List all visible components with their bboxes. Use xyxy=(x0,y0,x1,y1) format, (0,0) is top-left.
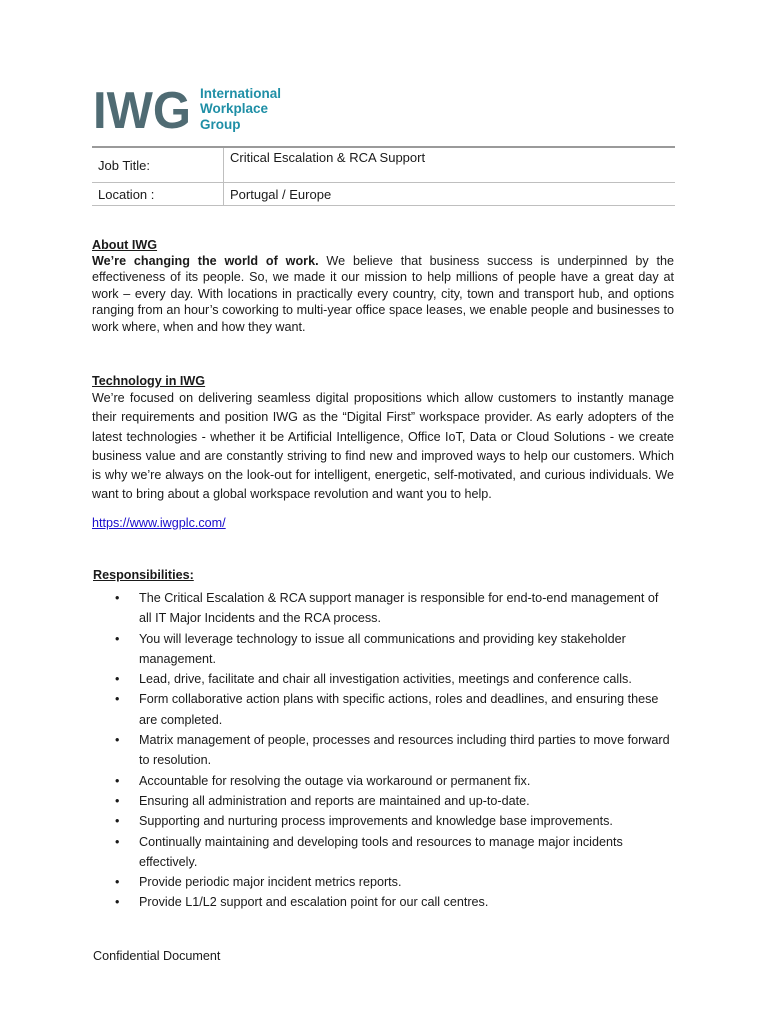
location-value: Portugal / Europe xyxy=(224,183,676,206)
responsibility-text: Continually maintaining and developing tools and resources to manage major incidents effectively. xyxy=(139,834,623,869)
bullet-icon: • xyxy=(115,895,120,910)
about-paragraph xyxy=(92,253,674,335)
bullet-icon: • xyxy=(115,591,120,605)
responsibility-text: Form collaborative action plans with specific actions, roles and deadlines, and ensuring these are completed. xyxy=(139,692,659,727)
bullet-icon: • xyxy=(115,773,120,788)
responsibility-text: You will leverage technology to issue all communications and providing key stakeholder management. xyxy=(139,631,626,666)
confidential-footer: Confidential Document xyxy=(93,949,221,963)
about-section xyxy=(92,237,674,335)
bullet-icon: • xyxy=(115,733,120,748)
bullet-icon: • xyxy=(115,672,120,687)
bullet-icon: • xyxy=(115,875,120,890)
about-lead: We’re changing the world of work. xyxy=(92,254,319,268)
logo-line: Group xyxy=(200,116,241,132)
responsibilities-list xyxy=(110,588,670,913)
company-logo xyxy=(93,86,281,132)
job-title-row xyxy=(92,147,675,183)
responsibility-text: Provide L1/L2 support and escalation point for our call centres. xyxy=(139,895,489,910)
company-website-link[interactable]: https://www.iwgplc.com/ xyxy=(92,516,226,530)
about-heading: About IWG xyxy=(92,238,158,252)
logo-line: International xyxy=(200,85,282,101)
list-item xyxy=(110,588,670,629)
about-body: We believe that business success is underpinned by the effectiveness of its people. So, we made it our mission to help millions of people have a great day at work – every day. With locations in practically every country, city, town and transport hub, and options ranging from an hour’s coworking to multi-year office space leases, we enable people and businesses to work where, when and how they want. xyxy=(92,254,674,334)
bullet-icon: • xyxy=(115,692,120,707)
list-item xyxy=(110,730,670,771)
logo-line: Workplace xyxy=(200,101,269,117)
responsibility-text: Matrix management of people, processes and resources including third parties to move forward to resolution. xyxy=(139,733,670,768)
svg-text:IWG: IWG xyxy=(93,86,191,132)
iwg-logo-mark-icon xyxy=(93,86,191,132)
list-item xyxy=(110,811,670,831)
job-title-label: Job Title: xyxy=(92,147,224,183)
job-info-table xyxy=(92,146,675,206)
list-item xyxy=(110,629,670,670)
bullet-icon: • xyxy=(115,834,120,849)
responsibilities-heading: Responsibilities: xyxy=(93,568,194,582)
responsibility-text: Ensuring all administration and reports are maintained and up-to-date. xyxy=(139,793,530,808)
responsibility-text: Accountable for resolving the outage via workaround or permanent fix. xyxy=(139,773,531,788)
list-item xyxy=(110,832,670,873)
bullet-icon: • xyxy=(115,793,120,808)
job-title-value: Critical Escalation & RCA Support xyxy=(224,147,676,183)
technology-heading: Technology in IWG xyxy=(92,374,206,388)
list-item xyxy=(110,669,670,689)
responsibility-text: Lead, drive, facilitate and chair all investigation activities, meetings and conference calls. xyxy=(139,672,632,687)
bullet-icon: • xyxy=(115,814,120,829)
location-label: Location : xyxy=(92,183,224,206)
list-item xyxy=(110,771,670,791)
responsibility-text: Provide periodic major incident metrics reports. xyxy=(139,875,402,890)
list-item xyxy=(110,892,670,912)
bullet-icon: • xyxy=(115,631,120,646)
responsibility-text: The Critical Escalation & RCA support manager is responsible for end-to-end management of all IT Major Incidents and the RCA process. xyxy=(139,591,659,626)
technology-section xyxy=(92,373,674,505)
responsibility-text: Supporting and nurturing process improvements and knowledge base improvements. xyxy=(139,814,613,829)
list-item xyxy=(110,791,670,811)
location-row xyxy=(92,183,675,206)
list-item xyxy=(110,689,670,730)
list-item xyxy=(110,872,670,892)
logo-wordmark xyxy=(200,86,281,133)
technology-paragraph: We’re focused on delivering seamless digital propositions which allow customers to instantly manage their requirements and position IWG as the “Digital First” workspace provider. As early adopters of the latest technologies - whether it be Artificial Intelligence, Office IoT, Data or Cloud Solutions - we create business value and are constantly striving to find new and improved ways to help our customers. Which is why we’re always on the look-out for intelligent, energetic, self-motivated, and curious individuals. We want to bring about a global workspace revolution and want you to help. xyxy=(92,391,674,502)
